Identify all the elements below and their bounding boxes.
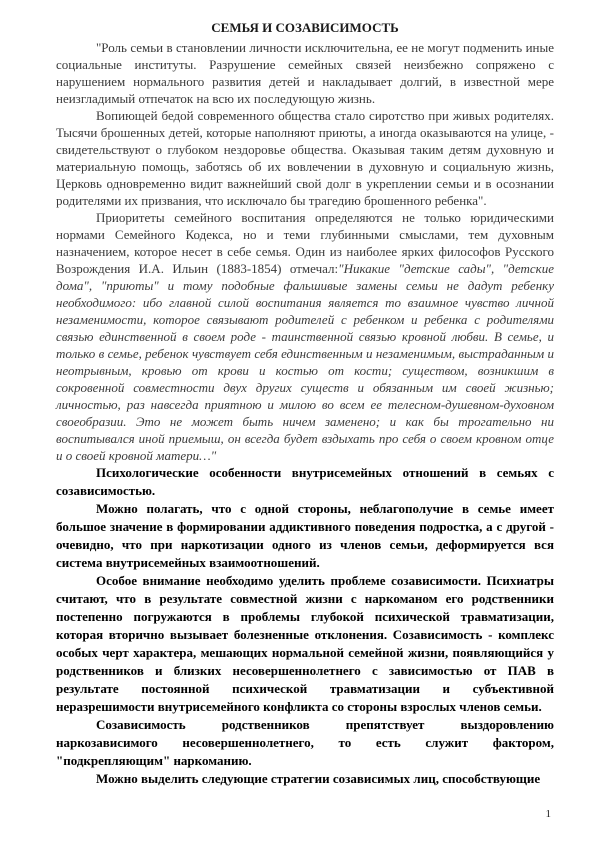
paragraph-strategies: Можно выделить следующие стратегии созависимых лиц, способствующие [96, 771, 541, 786]
paragraph-family-upbringing [56, 209, 554, 464]
paragraph-psychological-features: Психологические особенности внутрисемейных отношений в семьях с созависимостью. [56, 465, 554, 498]
document-page [56, 20, 554, 788]
paragraph-role-of-family: "Роль семьи в становлении личности исключительна, ее не могут подменить иные социальные институты. Разрушение семейных связей неизбежно сопряжено с нарушением нормального развития детей и накладывает долгий, в известной мере неизгладимый отпечаток на всю их последующую жизнь. [56, 40, 554, 106]
paragraph-codependency: Особое внимание необходимо уделить проблеме созависимости. Психиатры считают, что в результате совместной жизни с наркоманом его родственники постепенно погружаются в проблемы глубокой психической травматизации, которая вторично вызывает болезненные отклонения. Созависимость - комплекс особых черт характера, мешающих нормальной семейной жизни, появляющийся у родственников и близких несовершеннолетнего с зависимостью от ПАВ в результате постоянной психической травматизации и субъективной неразрешимости внутрисемейного конфликта со стороны взрослых членов семьи. [56, 573, 554, 714]
paragraph-codependency-obstacle: Созависимость родственников препятствует выздоровлению наркозависимого несовершеннолетнего, то есть служит фактором, "подкрепляющим" наркоманию. [56, 717, 554, 768]
document-title: СЕМЬЯ И СОЗАВИСИМОСТЬ [211, 20, 399, 35]
paragraph-family-dysfunction: Можно полагать, что с одной стороны, неблагополучие в семье имеет большое значение в формировании аддиктивного поведения подростка, а с другой - очевидно, что при наркотизации одного из членов семьи, деформируется вся система внутрисемейных взаимоотношений. [56, 501, 554, 570]
paragraph-orphanhood: Вопиющей бедой современного общества стало сиротство при живых родителях. Тысячи брошенных детей, которые наполняют приюты, а иногда оказываются на улице, - свидетельствуют о глубоком нездоровье общества. Оказывая таким детям духовную и материальную помощь, заботясь об их вовлечении в духовную и социальную жизнь, Церковь одновременно видит важнейший свой долг в укреплении семьи и в осознании родителями их призвания, что исключало бы трагедию брошенного ребенка". [56, 108, 554, 208]
ilyin-quote: "Никакие "детские сады", "детские дома", "приюты" и тому подобные фальшивые замены семьи не дадут ребенку необходимого: ибо главной силой воспитания является то взаимное чувство личной незаменимости, которое связывают родителей с ребенком и ребенка с родителями связью единственной в своем роде - таинственной связью кровной любви. В семье, и только в семье, ребенок чувствует себя единственным и незаменимым, выстраданным и неотрывным, кровью от крови и костью от кости; существом, возникшим в сокровенной совместности двух других существ и обязанным им своей жизнью; личностью, раз навсегда приятною и милою во всем ее телесном-душевном-духовном своеобразии. Это не может быть ничем заменено; и как бы трогательно ни воспитывался иной приемыш, он всегда будет вздыхать про себя о своем кровном отце и о своей кровной матери…" [56, 261, 554, 463]
page-number: 1 [545, 808, 551, 820]
ilyin-intro-text: Приоритеты семейного воспитания определяются не только юридическими нормами Семейного Кодекса, но и теми глубинными смыслами, тем духовным назначением, которое несет в себе семья. Один из наиболее ярких философов Русского Возрождения И.А. Ильин (1883-1854) отмечал: [56, 210, 554, 276]
